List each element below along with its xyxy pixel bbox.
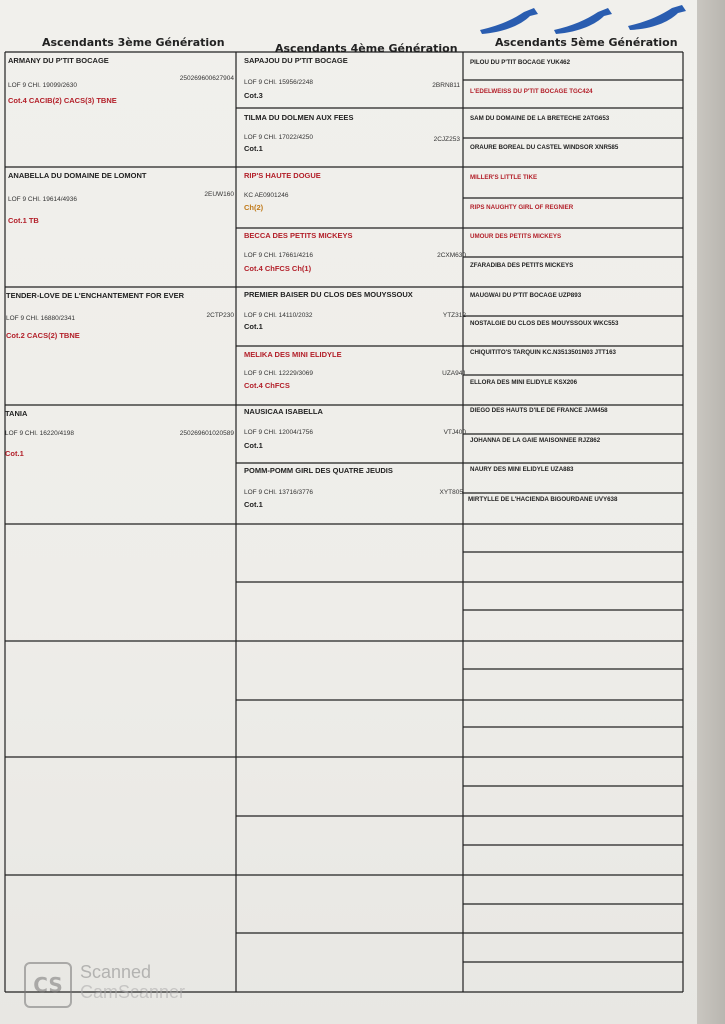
gen4-title: Ch(2) xyxy=(244,203,264,212)
gen5-entry: MIRTYLLE DE L'HACIENDA BIGOURDANE UVY638 xyxy=(468,496,618,503)
gen5-entry: JOHANNA DE LA GAIE MAISONNEE RJZ862 xyxy=(470,437,601,444)
gen4-chip: 2BRN811 xyxy=(432,82,460,89)
gen4-registration: LOF 9 CHI. 13716/3776 xyxy=(244,489,314,496)
gen5-entry: NOSTALGIE DU CLOS DES MOUYSSOUX WKC553 xyxy=(470,320,619,327)
gen5-entry: ORAURE BOREAL DU CASTEL WINDSOR XNR585 xyxy=(470,144,619,151)
gen4-chip: XYT805 xyxy=(439,489,463,496)
gen4-title: Cot.3 xyxy=(244,91,263,100)
camscanner-watermark xyxy=(24,962,204,1006)
gen5-entry: UMOUR DES PETITS MICKEYS xyxy=(470,233,562,240)
gen5-entry: NAURY DES MINI ELIDYLE UZA883 xyxy=(470,466,574,473)
gen5-entry: L'EDELWEISS DU P'TIT BOCAGE TGC424 xyxy=(470,88,593,95)
gen4-registration: LOF 9 CHI. 12004/1756 xyxy=(244,429,314,436)
gen4-registration: KC AE0901246 xyxy=(244,192,289,199)
gen4-name: PREMIER BAISER DU CLOS DES MOUYSSOUX xyxy=(244,290,413,299)
gen3-chip: 250269600627904 xyxy=(179,75,234,82)
gen4-title: Cot.4 ChFCS Ch(1) xyxy=(244,264,312,273)
gen4-chip: UZA941 xyxy=(442,370,466,377)
gen4-name: MELIKA DES MINI ELIDYLE xyxy=(244,350,342,359)
header-gen4: Ascendants 4ème Génération xyxy=(275,42,458,55)
gen5-entry: MAUGWAI DU P'TIT BOCAGE UZP893 xyxy=(470,292,582,299)
gen3-chip: 2CTP230 xyxy=(206,312,234,319)
gen4-registration: LOF 9 CHI. 14110/2032 xyxy=(244,312,313,319)
gen4-chip: YTZ312 xyxy=(442,312,466,319)
gen3-chip: 250269601020589 xyxy=(179,430,234,437)
page-edge-shadow xyxy=(697,0,725,1024)
camscanner-logo-icon: CS xyxy=(24,962,72,1008)
gen5-entry: ZFARADIBA DES PETITS MICKEYS xyxy=(470,262,574,269)
gen4-title: Cot.1 xyxy=(244,500,263,509)
header-gen5: Ascendants 5ème Génération xyxy=(495,36,678,49)
gen4-name: RIP'S HAUTE DOGUE xyxy=(244,171,321,180)
watermark-line2: CamScanner xyxy=(80,982,186,1002)
gen5-entry: SAM DU DOMAINE DE LA BRETECHE 2ATG653 xyxy=(470,115,610,122)
gen5-entry: PILOU DU P'TIT BOCAGE YUK462 xyxy=(470,59,571,66)
gen4-name: POMM-POMM GIRL DES QUATRE JEUDIS xyxy=(244,466,393,475)
gen4-registration: LOF 9 CHI. 17661/4216 xyxy=(244,252,314,259)
gen4-title: Cot.1 xyxy=(244,322,263,331)
gen3-registration: LOF 9 CHI. 16880/2341 xyxy=(6,315,76,322)
gen3-registration: LOF 9 CHI. 19099/2630 xyxy=(8,82,78,89)
gen4-registration: LOF 9 CHI. 17022/4250 xyxy=(244,134,314,141)
gen4-name: NAUSICAA ISABELLA xyxy=(244,407,323,416)
gen5-entry: MILLER'S LITTLE TIKE xyxy=(470,174,538,181)
header-gen3: Ascendants 3ème Génération xyxy=(42,36,225,49)
gen3-title: Cot.1 xyxy=(5,449,24,458)
gen4-title: Cot.4 ChFCS xyxy=(244,381,290,390)
gen4-title: Cot.1 xyxy=(244,441,263,450)
gen3-title: Cot.1 TB xyxy=(8,216,39,225)
gen4-chip: 2CXM630 xyxy=(437,252,466,259)
gen4-registration: LOF 9 CHI. 15956/2248 xyxy=(244,79,314,86)
gen5-entry: DIEGO DES HAUTS D'ILE DE FRANCE JAM458 xyxy=(470,407,608,414)
gen3-chip: 2EUW160 xyxy=(204,191,234,198)
gen4-name: SAPAJOU DU P'TIT BOCAGE xyxy=(244,56,348,65)
gen3-name: TENDER-LOVE DE L'ENCHANTEMENT FOR EVER xyxy=(6,291,185,300)
gen3-name: ANABELLA DU DOMAINE DE LOMONT xyxy=(8,171,147,180)
gen5-entry: ELLORA DES MINI ELIDYLE KSX206 xyxy=(470,379,578,386)
gen4-name: BECCA DES PETITS MICKEYS xyxy=(244,231,353,240)
gen4-title: Cot.1 xyxy=(244,144,263,153)
gen4-registration: LOF 9 CHI. 12229/3069 xyxy=(244,370,314,377)
gen3-title: Cot.4 CACIB(2) CACS(3) TBNE xyxy=(8,96,117,105)
gen4-chip: VTJ400 xyxy=(443,429,466,436)
gen4-name: TILMA DU DOLMEN AUX FEES xyxy=(244,113,354,122)
gen5-entry: RIPS NAUGHTY GIRL OF REGNIER xyxy=(470,204,574,211)
gen5-entry: CHIQUITITO'S TARQUIN KC.N3513501N03 JTT163 xyxy=(470,349,617,356)
gen3-registration: LOF 9 CHI. 16220/4198 xyxy=(5,430,75,437)
gen3-name: ARMANY DU P'TIT BOCAGE xyxy=(8,56,109,65)
gen4-chip: 2CJZ253 xyxy=(433,136,460,143)
gen3-name: TANIA xyxy=(5,409,28,418)
watermark-line1: Scanned xyxy=(80,962,152,982)
gen3-registration: LOF 9 CHI. 19614/4936 xyxy=(8,196,78,203)
gen3-title: Cot.2 CACS(2) TBNE xyxy=(6,331,80,340)
